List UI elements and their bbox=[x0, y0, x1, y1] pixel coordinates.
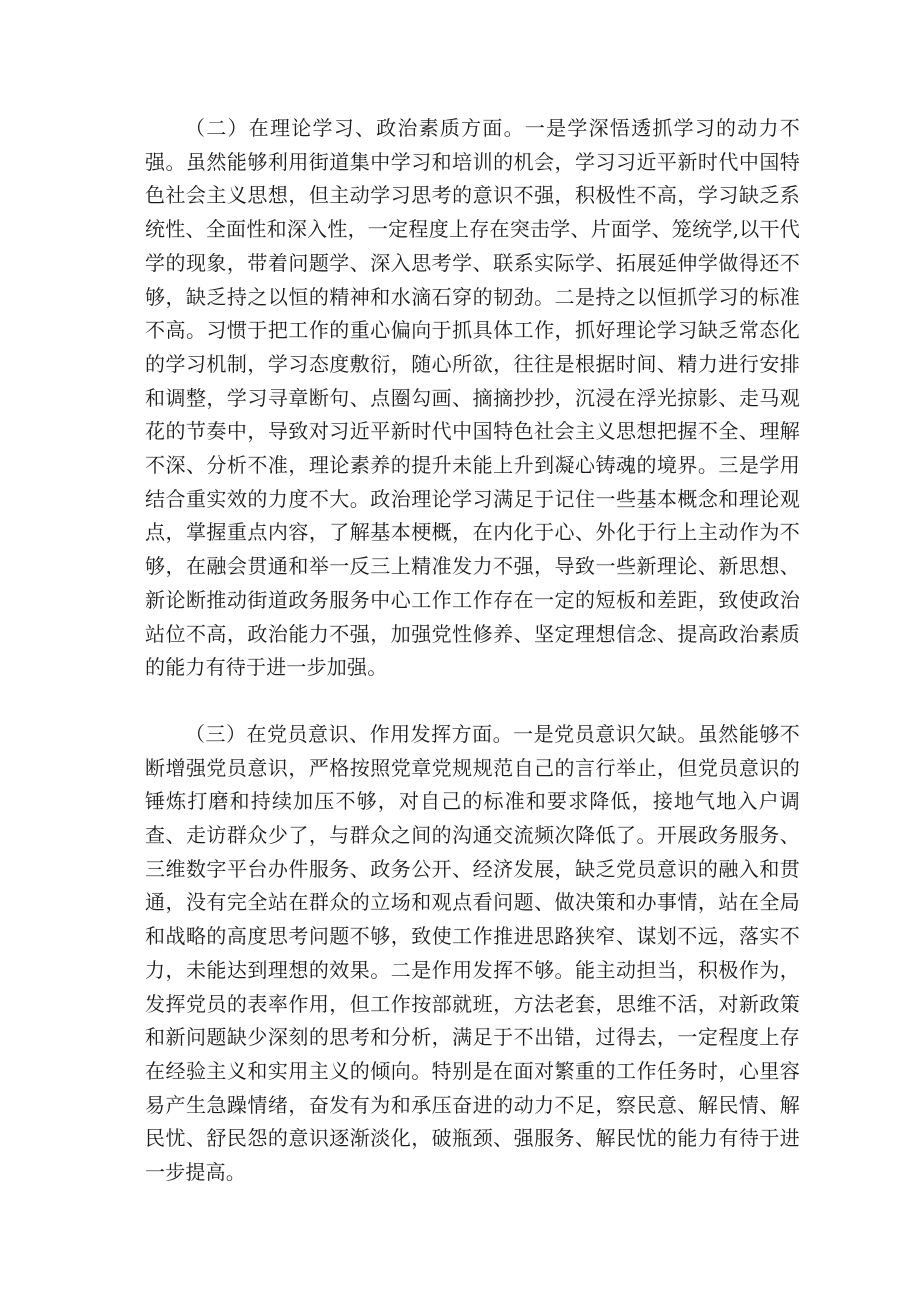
paragraph-party-awareness: （三）在党员意识、作用发挥方面。一是党员意识欠缺。虽然能够不断增强党员意识，严格按照党章党规规范自己的言行举止，但党员意识的锤炼打磨和持续加压不够，对自己的标准和要求降低，接地气地入户调查、走访群众少了，与群众之间的沟通交流频次降低了。开展政务服务、三维数字平台办件服务、政务公开、经济发展，缺乏党员意识的融入和贯通，没有完全站在群众的立场和观点看问题、做决策和办事情，站在全局和战略的高度思考问题不够，致使工作推进思路狭窄、谋划不远，落实不力，未能达到理想的效果。二是作用发挥不够。能主动担当，积极作为，发挥党员的表率作用，但工作按部就班，方法老套，思维不活，对新政策和新问题缺少深刻的思考和分析，满足于不出错，过得去，一定程度上存在经验主义和实用主义的倾向。特别是在面对繁重的工作任务时，心里容易产生急躁情绪，奋发有为和承压奋进的动力不足，察民意、解民情、解民忧、舒民怨的意识逐渐淡化，破瓶颈、强服务、解民忧的能力有待于进一步提高。 bbox=[145, 721, 800, 1185]
paragraph-theory-study: （二）在理论学习、政治素质方面。一是学深悟透抓学习的动力不强。虽然能够利用街道集中学习和培训的机会，学习习近平新时代中国特色社会主义思想，但主动学习思考的意识不强，积极性不高，学习缺乏系统性、全面性和深入性，一定程度上存在突击学、片面学、笼统学,以干代学的现象，带着问题学、深入思考学、联系实际学、拓展延伸学做得还不够，缺乏持之以恒的精神和水滴石穿的韧劲。二是持之以恒抓学习的标准不高。习惯于把工作的重心偏向于抓具体工作，抓好理论学习缺乏常态化的学习机制，学习态度敷衍，随心所欲，往往是根据时间、精力进行安排和调整，学习寻章断句、点圈勾画、摘摘抄抄，沉浸在浮光掠影、走马观花的节奏中，导致对习近平新时代中国特色社会主义思想把握不全、理解不深、分析不准，理论素养的提升未能上升到凝心铸魂的境界。三是学用结合重实效的力度不大。政治理论学习满足于记住一些基本概念和理论观点，掌握重点内容，了解基本梗概，在内化于心、外化于行上主动作为不够，在融会贯通和举一反三上精准发力不强，导致一些新理论、新思想、新论断推动街道政务服务中心工作工作存在一定的短板和差距，致使政治站位不高，政治能力不强，加强党性修养、坚定理想信念、提高政治素质的能力有待于进一步加强。 bbox=[145, 116, 800, 680]
document-page bbox=[145, 112, 800, 1190]
